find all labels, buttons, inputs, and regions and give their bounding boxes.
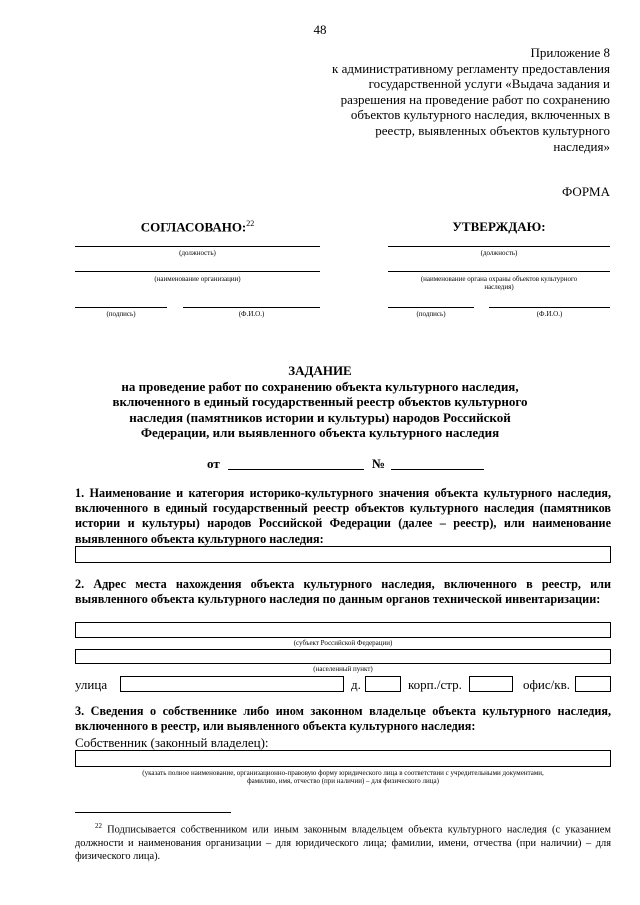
appendix-header: [280, 45, 610, 154]
locality-caption: (населенный пункт): [313, 665, 373, 673]
footnote-mark: 22: [95, 822, 102, 830]
signature-field-left[interactable]: [75, 307, 167, 308]
number-field[interactable]: [391, 469, 484, 470]
footnote: [75, 820, 611, 863]
owner-caption-line: фамилию, имя, отчество (при наличии) – для физического лица): [247, 777, 439, 785]
task-subtitle-line: включенного в единый государственный реестр объектов культурного: [112, 394, 528, 409]
appendix-line: объектов культурного наследия, включенных в: [350, 107, 610, 123]
owner-caption-line: (указать полное наименование, организационно-правовую форму юридического лица в соответствии с учредительными документами,: [142, 769, 544, 777]
task-subtitle-line: Федерации, или выявленного объекта культурного наследия: [140, 425, 500, 440]
name-caption-right: (Ф.И.О.): [536, 310, 563, 318]
date-label: от: [207, 456, 220, 471]
house-input[interactable]: [365, 676, 401, 692]
footnote-ref: 22: [246, 219, 255, 228]
office-input[interactable]: [575, 676, 611, 692]
position-field-right[interactable]: [388, 246, 610, 247]
subject-caption: (субъект Российской Федерации): [293, 639, 393, 647]
footnote-separator: [75, 812, 231, 813]
organization-field-right[interactable]: [388, 271, 610, 272]
task-title-block: [0, 363, 640, 441]
section1-text: 1. Наименование и категория историко-культурного значения объекта культурного наследия, включенного в единый государственный реестр объектов культурного наследия (памятников истории и культуры) народов Российской Федерации (далее – реестр), или наименование выявленного объекта культурного наследия:: [75, 486, 611, 546]
name-field-left[interactable]: [183, 307, 320, 308]
organization-caption-right: [388, 275, 610, 291]
footnote-text: Подписывается собственником или иным законным владельцем объекта культурного наследия (с указанием должности и наименования организации – для юридического лица; фамилии, имени, отчества (при наличии) – для физического лица).: [75, 824, 611, 862]
position-caption-left: (должность): [179, 249, 216, 257]
office-label: офис/кв.: [523, 677, 570, 692]
appendix-line: наследия»: [553, 138, 610, 154]
task-subtitle-line: наследия (памятников истории и культуры) народов Российской: [129, 409, 511, 425]
appendix-line: реестр, выявленных объектов культурного: [375, 122, 610, 138]
street-label: улица: [75, 677, 108, 692]
owner-input[interactable]: [75, 750, 611, 767]
appendix-line: разрешения на проведение работ по сохранению: [340, 91, 610, 107]
approval-right-title: УТВЕРЖДАЮ:: [452, 219, 546, 234]
name-field-right[interactable]: [489, 307, 610, 308]
organization-field-left[interactable]: [75, 271, 320, 272]
locality-input[interactable]: [75, 649, 611, 664]
section2-text: 2. Адрес места нахождения объекта культурного наследия, включенного в реестр, или выявленного объекта культурного наследия по данным органов технической инвентаризации:: [75, 577, 611, 607]
position-caption-right: (должность): [480, 249, 518, 257]
form-label: ФОРМА: [562, 184, 610, 199]
signature-field-right[interactable]: [388, 307, 474, 308]
house-label: д.: [351, 677, 361, 692]
building-input[interactable]: [469, 676, 513, 692]
owner-label: Собственник (законный владелец):: [75, 735, 269, 750]
approval-left-title: [75, 219, 320, 235]
appendix-line: Приложение 8: [530, 45, 610, 60]
approval-left-title-text: СОГЛАСОВАНО:: [140, 219, 247, 235]
page-number: 48: [313, 22, 327, 37]
signature-caption-right: (подпись): [416, 310, 446, 318]
organization-caption-right-line: (наименование органа охраны объектов культурного: [420, 275, 578, 283]
object-name-input[interactable]: [75, 546, 611, 563]
task-title: ЗАДАНИЕ: [288, 363, 352, 378]
position-field-left[interactable]: [75, 246, 320, 247]
date-field[interactable]: [228, 469, 364, 470]
organization-caption-right-line: наследия): [484, 283, 514, 291]
appendix-line: к административному регламенту предоставления: [332, 60, 610, 76]
organization-caption-left: (наименование организации): [154, 275, 241, 283]
signature-caption-left: (подпись): [106, 310, 136, 318]
street-input[interactable]: [120, 676, 344, 692]
number-label: №: [372, 456, 386, 471]
appendix-line: государственной услуги «Выдача задания и: [368, 76, 610, 92]
name-caption-left: (Ф.И.О.): [238, 310, 265, 318]
owner-caption: [75, 769, 611, 785]
subject-input[interactable]: [75, 622, 611, 638]
section3-text: 3. Сведения о собственнике либо ином законном владельце объекта культурного наследия, включенного в реестр, или выявленного объекта культурного наследия:: [75, 704, 611, 734]
building-label: корп./стр.: [408, 677, 462, 692]
task-subtitle-line: на проведение работ по сохранению объекта культурного наследия,: [121, 378, 519, 394]
